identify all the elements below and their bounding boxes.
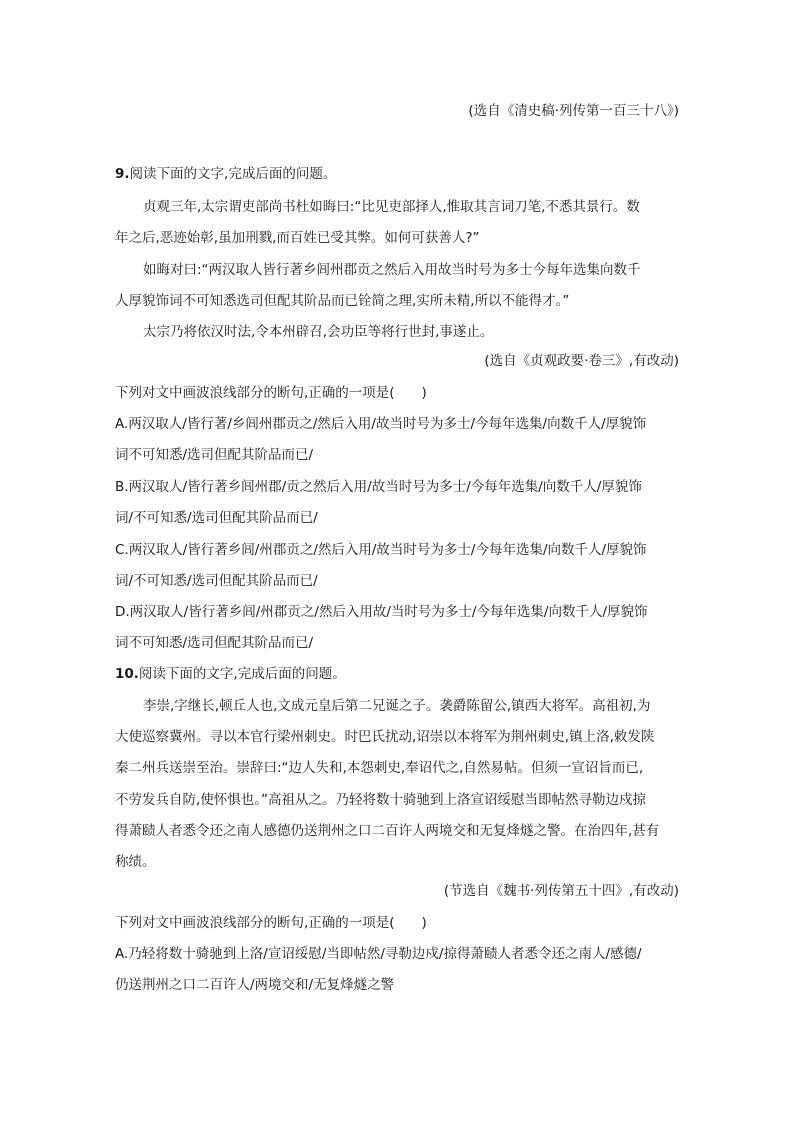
q10-passage-line: 称绩。 xyxy=(115,854,156,870)
q9-option-d: D.两汉取人/皆行著乡闾/州郡贡之/然后入用故/当时号为多士/今每年选集/向数千人/厚貌饰 xyxy=(115,604,648,620)
q9-option-c: 词/不可知悉/选司但配其阶品而已/ xyxy=(115,573,318,589)
question-10-instruction: 阅读下面的文字,完成后面的问题。 xyxy=(138,666,346,682)
q9-passage-line: 人厚貌饰词不可知悉选司但配其阶品而已铨简之理,实所未精,所以不能得才。” xyxy=(115,293,570,309)
q10-passage-line: 李崇,字继长,顿丘人也,文成元皇后第二兄诞之子。袭爵陈留公,镇西大将军。高祖初,为 xyxy=(143,698,651,714)
question-10-heading xyxy=(115,664,346,684)
q9-passage-line: 年之后,恶迹始彰,虽加刑戮,而百姓已受其弊。如何可获善人?” xyxy=(115,230,480,246)
q9-option-d: 词不可知悉/选司但配其阶品而已/ xyxy=(115,635,314,651)
q10-passage-line: 不劳发兵自防,使怀惧也。”高祖从之。乃轻将数十骑驰到上洛宣诏绥慰当即帖然寻勒边戍掠 xyxy=(115,792,647,808)
q10-passage-line: 秦二州兵送崇至治。崇辞曰:“边人失和,本怨刺史,奉诏代之,自然易帖。但须一宣诏旨而已, xyxy=(115,760,644,776)
q10-question-text: 下列对文中画波浪线部分的断句,正确的一项是( ) xyxy=(115,915,427,931)
q9-option-b: 词/不可知悉/选司但配其阶品而已/ xyxy=(115,510,318,526)
q9-option-a: A.两汉取人/皆行著/乡闾州郡贡之/然后入用/故当时号为多士/今每年选集/向数千人/厚貌饰 xyxy=(115,416,647,432)
q10-passage-line: 得萧赜人者悉令还之南人感德仍送荆州之口二百许人两境交和无复烽燧之警。在治四年,甚有 xyxy=(115,823,660,839)
q10-passage-line: 大使巡察冀州。寻以本官行梁州刺史。时巴氏扰动,诏崇以本将军为荆州刺史,镇上洛,敕发陕 xyxy=(115,729,655,745)
question-9-instruction: 阅读下面的文字,完成后面的问题。 xyxy=(129,166,337,182)
q10-option-a: 仍送荆州之口二百许人/两境交和/无复烽燧之警 xyxy=(115,977,395,993)
question-9-number: 9. xyxy=(115,166,130,182)
q9-option-b: B.两汉取人/皆行著乡闾州郡/贡之然后入用/故当时号为多士/今每年选集/向数千人/厚貌饰 xyxy=(115,479,642,495)
q9-passage-line: 贞观三年,太宗谓吏部尚书杜如晦曰:“比见吏部择人,惟取其言词刀笔,不悉其景行。数 xyxy=(143,199,640,215)
q9-option-c: C.两汉取人/皆行著乡闾/州郡贡之/然后入用/故当时号为多士/今每年选集/向数千人/厚貌饰 xyxy=(115,542,647,558)
q10-source-citation: (节选自《魏书·列传第五十四》,有改动) xyxy=(443,883,679,899)
q9-passage-line: 如晦对曰:“两汉取人皆行著乡闾州郡贡之然后入用故当时号为多士今每年选集向数千 xyxy=(143,262,641,278)
q9-option-a: 词不可知悉/选司但配其阶品而已/ xyxy=(115,447,314,463)
q9-question-text: 下列对文中画波浪线部分的断句,正确的一项是( ) xyxy=(115,385,427,401)
source-citation-top: (选自《清史稿·列传第一百三十八》) xyxy=(468,103,679,119)
q9-passage-line: 太宗乃将依汉时法,令本州辟召,会功臣等将行世封,事遂止。 xyxy=(143,324,494,340)
question-10-number: 10. xyxy=(115,666,139,682)
q10-option-a: A.乃轻将数十骑驰到上洛/宣诏绥慰/当即帖然/寻勒边戍/掠得萧赜人者悉令还之南人/感德/ xyxy=(115,946,642,962)
q9-source-citation: (选自《贞观政要·卷三》,有改动) xyxy=(484,353,679,369)
question-9-heading xyxy=(115,164,336,184)
